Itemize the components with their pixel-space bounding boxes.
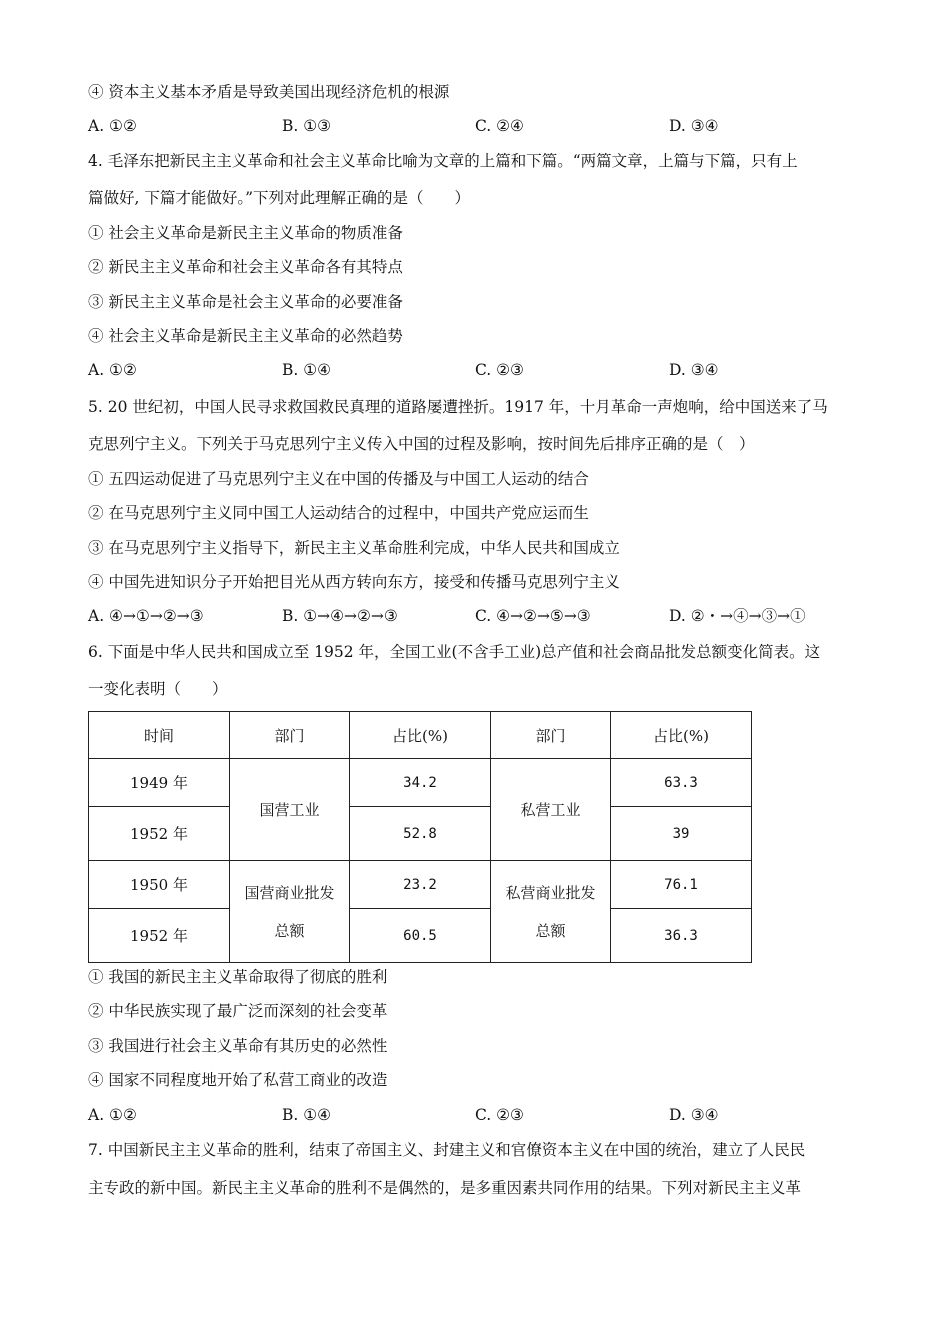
q6-option-a[interactable]: A. ①②: [88, 1106, 137, 1124]
q5-options: [88, 605, 848, 627]
dept-private-commerce-label: 私营商业批发总额: [505, 883, 596, 940]
header-department-2: 部门: [491, 712, 611, 759]
q4-stem-line-2: 篇做好, 下篇才能做好。”下列对此理解正确的是（ ）: [88, 189, 471, 207]
q6-statement-3: ③ 我国进行社会主义革命有其历史的必然性: [88, 1037, 388, 1055]
q3-statement-4: ④ 资本主义基本矛盾是导致美国出现经济危机的根源: [88, 83, 450, 101]
time-cell: 1952 年: [89, 909, 230, 963]
table-row: [89, 909, 752, 963]
q6-stem-line-1: 6. 下面是中华人民共和国成立至 1952 年，全国工业(不含手工业)总产值和社会商品批发总额变化简表。这: [88, 643, 821, 661]
time-cell: 1949 年: [89, 759, 230, 807]
q5-statement-3: ③ 在马克思列宁主义指导下，新民主主义革命胜利完成，中华人民共和国成立: [88, 539, 620, 557]
q5-stem-line-2: 克思列宁主义。下列关于马克思列宁主义传入中国的过程及影响，按时间先后排序正确的是（ ）: [88, 435, 755, 453]
dept-private-industry: 私营工业: [491, 759, 611, 861]
private-share-cell: 76.1: [611, 861, 752, 909]
dept-state-commerce: [230, 861, 350, 963]
private-share-cell: 39: [611, 807, 752, 861]
table-row: [89, 759, 752, 807]
q6-stem-line-2: 一变化表明（ ）: [88, 680, 228, 698]
q7-stem-line-2: 主专政的新中国。新民主主义革命的胜利不是偶然的，是多重因素共同作用的结果。下列对新民主主义革: [88, 1179, 802, 1197]
q5-stem-line-1: 5. 20 世纪初，中国人民寻求救国救民真理的道路屡遭挫折。1917 年，十月革命一声炮响，给中国送来了马: [88, 398, 828, 416]
state-share-cell: 52.8: [350, 807, 491, 861]
q4-statement-2: ② 新民主主义革命和社会主义革命各有其特点: [88, 258, 403, 276]
time-cell: 1950 年: [89, 861, 230, 909]
q4-options: [88, 359, 848, 381]
header-time: 时间: [89, 712, 230, 759]
dept-state-commerce-label: 国营商业批发总额: [244, 883, 335, 940]
q5-option-d[interactable]: D. ②・→④→③→①: [669, 607, 806, 625]
dept-private-commerce: [491, 861, 611, 963]
q4-stem-line-1: 4. 毛泽东把新民主主义革命和社会主义革命比喻为文章的上篇和下篇。“两篇文章，上篇与下篇，只有上: [88, 152, 798, 170]
q5-statement-1: ① 五四运动促进了马克思列宁主义在中国的传播及与中国工人运动的结合: [88, 470, 589, 488]
q3-option-c[interactable]: C. ②④: [475, 117, 524, 135]
q6-statement-4: ④ 国家不同程度地开始了私营工商业的改造: [88, 1071, 388, 1089]
q6-option-b[interactable]: B. ①④: [282, 1106, 332, 1124]
private-share-cell: 63.3: [611, 759, 752, 807]
q6-option-c[interactable]: C. ②③: [475, 1106, 524, 1124]
q4-statement-1: ① 社会主义革命是新民主主义革命的物质准备: [88, 224, 403, 242]
q4-statement-4: ④ 社会主义革命是新民主主义革命的必然趋势: [88, 327, 403, 345]
q5-statement-4: ④ 中国先进知识分子开始把目光从西方转向东方，接受和传播马克思列宁主义: [88, 573, 620, 591]
state-share-cell: 60.5: [350, 909, 491, 963]
q4-option-b[interactable]: B. ①④: [282, 361, 332, 379]
q6-option-d[interactable]: D. ③④: [669, 1106, 719, 1124]
q3-option-a[interactable]: A. ①②: [88, 117, 137, 135]
q6-options: [88, 1104, 848, 1126]
q3-options: [88, 115, 848, 137]
dept-state-industry: 国营工业: [230, 759, 350, 861]
q4-option-a[interactable]: A. ①②: [88, 361, 137, 379]
q5-option-b[interactable]: B. ①→④→②→③: [282, 607, 398, 625]
q6-data-table: [88, 711, 752, 963]
header-department-1: 部门: [230, 712, 350, 759]
q4-option-c[interactable]: C. ②③: [475, 361, 524, 379]
private-share-cell: 36.3: [611, 909, 752, 963]
time-cell: 1952 年: [89, 807, 230, 861]
state-share-cell: 34.2: [350, 759, 491, 807]
q5-statement-2: ② 在马克思列宁主义同中国工人运动结合的过程中，中国共产党应运而生: [88, 504, 589, 522]
header-share-1: 占比(%): [350, 712, 491, 759]
q5-option-a[interactable]: A. ④→①→②→③: [88, 607, 204, 625]
table-header-row: [89, 712, 752, 759]
state-share-cell: 23.2: [350, 861, 491, 909]
header-share-2: 占比(%): [611, 712, 752, 759]
q6-statement-2: ② 中华民族实现了最广泛而深刻的社会变革: [88, 1002, 388, 1020]
q5-option-c[interactable]: C. ④→②→⑤→③: [475, 607, 591, 625]
q7-stem-line-1: 7. 中国新民主主义革命的胜利，结束了帝国主义、封建主义和官僚资本主义在中国的统治，建立了人民民: [88, 1141, 806, 1159]
q4-option-d[interactable]: D. ③④: [669, 361, 719, 379]
table-row: [89, 807, 752, 861]
q3-option-d[interactable]: D. ③④: [669, 117, 719, 135]
table-row: [89, 861, 752, 909]
q6-statement-1: ① 我国的新民主主义革命取得了彻底的胜利: [88, 968, 388, 986]
q4-statement-3: ③ 新民主主义革命是社会主义革命的必要准备: [88, 293, 403, 311]
q3-option-b[interactable]: B. ①③: [282, 117, 332, 135]
